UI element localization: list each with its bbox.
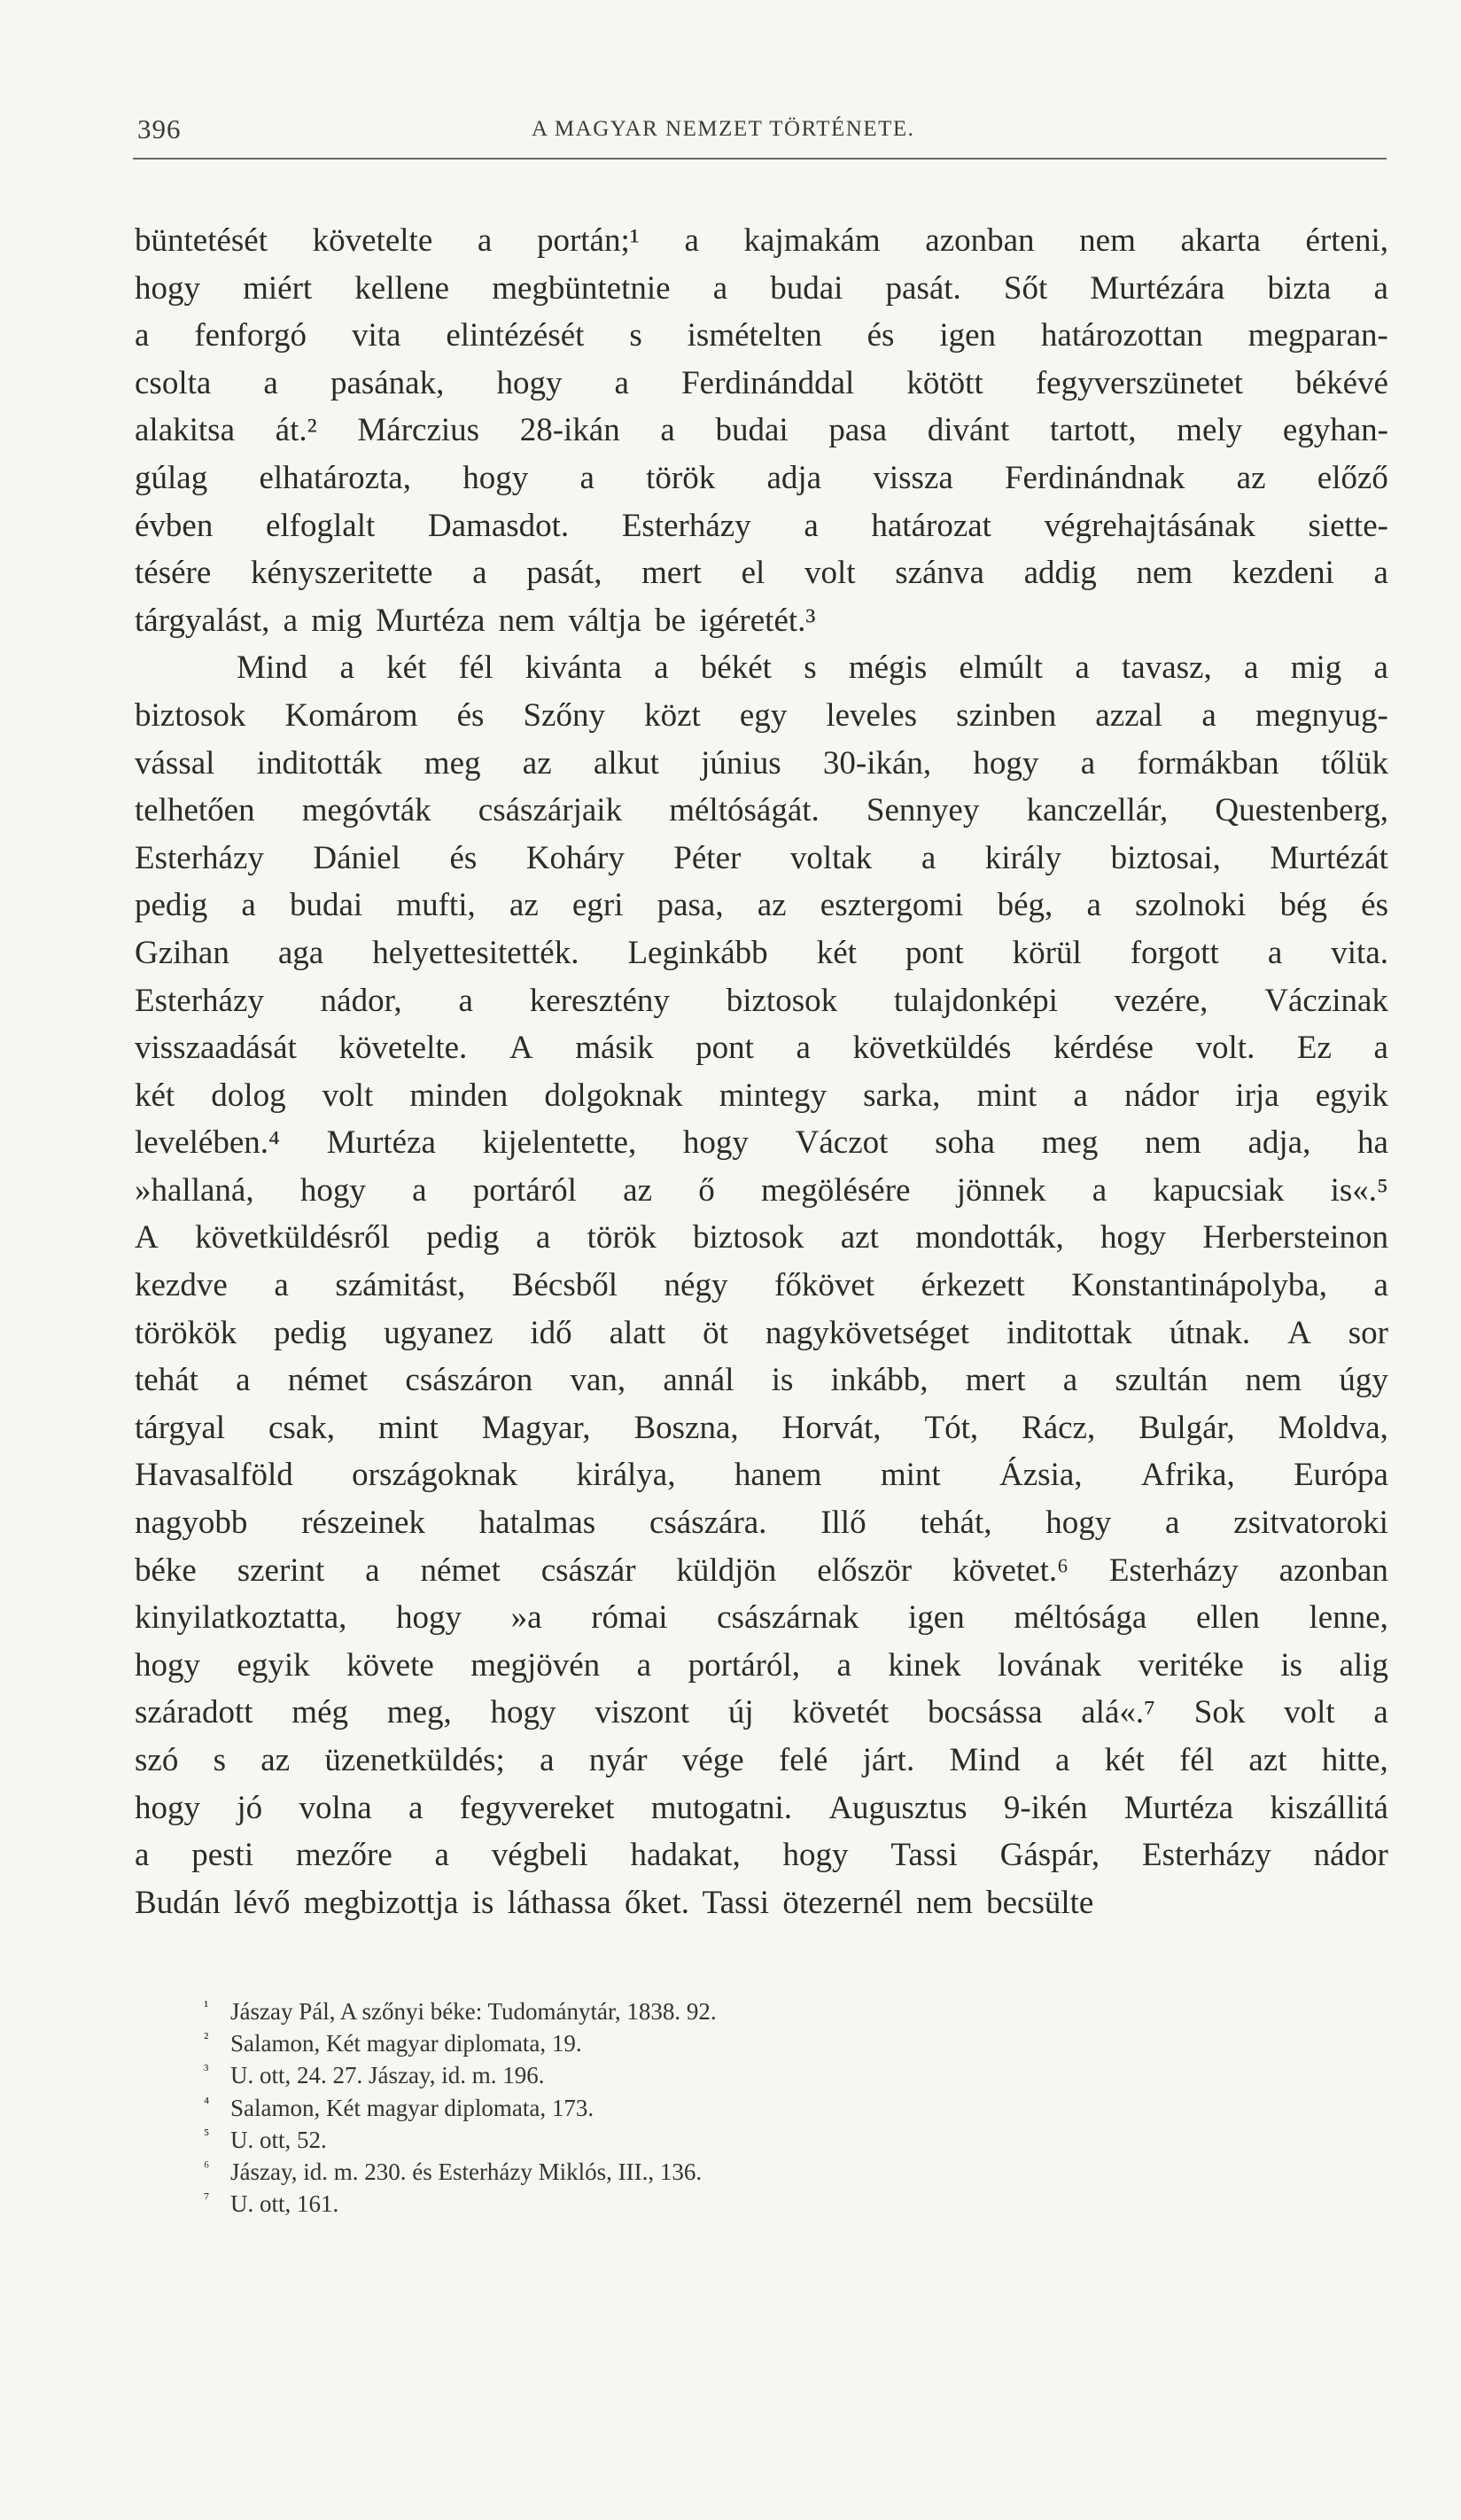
text-line: vással inditották meg az alkut június 30-ikán, hogy a formákban tőlük	[135, 744, 1388, 782]
footnote-text: U. ott, 52.	[230, 2126, 327, 2153]
text-line: tehát a német császáron van, annál is inkább, mert a szultán nem úgy	[135, 1362, 1388, 1399]
footnote	[204, 2022, 1116, 2057]
text-line: béke szerint a német császár küldjön először követet.⁶ Esterházy azonban	[135, 1552, 1388, 1589]
footnote-mark: ¹	[204, 1997, 209, 2015]
text-line: évben elfoglalt Damasdot. Esterházy a határozat végrehajtásának siette-	[135, 507, 1388, 544]
footnote-text: Jászay, id. m. 230. és Esterházy Miklós, III., 136.	[230, 2158, 703, 2185]
text-line: a pesti mezőre a végbeli hadakat, hogy Tassi Gáspár, Esterházy nádor	[135, 1837, 1388, 1874]
footnote	[204, 1990, 1116, 2025]
running-title: A MAGYAR NEMZET TÖRTÉNETE.	[532, 117, 915, 141]
text-line: telhetően megóvták császárjaik méltóságát. Sennyey kanczellár, Questenberg,	[135, 792, 1388, 829]
text-line: csolta a pasának, hogy a Ferdinánddal kötött fegyverszünetet békévé	[135, 364, 1388, 401]
header-rule	[133, 158, 1387, 159]
text-line: Budán lévő megbizottja is láthassa őket. Tassi ötezernél nem becsülte	[135, 1884, 1094, 1921]
text-line: alakitsa át.² Márczius 28-ikán a budai pasa divánt tartott, mely egyhan-	[135, 412, 1388, 449]
text-line: visszaadását követelte. A másik pont a követküldés kérdése volt. Ez a	[135, 1030, 1388, 1067]
text-line: tárgyalást, a mig Murtéza nem váltja be igéretét.³	[135, 602, 816, 639]
text-line: pedig a budai mufti, az egri pasa, az esztergomi bég, a szolnoki bég és	[135, 887, 1388, 924]
text-line: levelében.⁴ Murtéza kijelentette, hogy Váczot soha meg nem adja, ha	[135, 1124, 1388, 1162]
footnote-mark: ⁷	[204, 2189, 210, 2208]
text-line: a fenforgó vita elintézését s ismételten és igen határozottan megparan-	[135, 317, 1388, 354]
text-line: száradott még meg, hogy viszont új követét bocsássa alá«.⁷ Sok volt a	[135, 1694, 1388, 1731]
text-line: Esterházy Dániel és Koháry Péter voltak a király biztosai, Murtézát	[135, 839, 1388, 876]
text-line: hogy egyik követe megjövén a portáról, a kinek lovának veritéke is alig	[135, 1646, 1388, 1684]
text-line: »hallaná, hogy a portáról az ő megölésére jönnek a kapucsiak is«.⁵	[135, 1171, 1388, 1209]
text-line: szó s az üzenetküldés; a nyár vége felé járt. Mind a két fél azt hitte,	[135, 1742, 1388, 1778]
footnote-text: Salamon, Két magyar diplomata, 19.	[230, 2030, 582, 2057]
text-line: kinyilatkoztatta, hogy »a római császárnak igen méltósága ellen lenne,	[135, 1599, 1388, 1637]
footnote-text: U. ott, 24. 27. Jászay, id. m. 196.	[230, 2062, 545, 2089]
text-line: tárgyal csak, mint Magyar, Boszna, Horvát, Tót, Rácz, Bulgár, Moldva,	[135, 1409, 1388, 1446]
page-number: 396	[137, 113, 182, 144]
text-line: tésére kényszeritette a pasát, mert el volt szánva addig nem kezdeni a	[135, 555, 1388, 592]
footnote	[204, 2054, 1116, 2089]
footnote-text: Jászay Pál, A szőnyi béke: Tudománytár, 1838. 92.	[230, 1998, 717, 2025]
text-line: Mind a két fél kivánta a békét s mégis elmúlt a tavasz, a mig a	[237, 649, 1388, 687]
footnote-text: Salamon, Két magyar diplomata, 173.	[230, 2094, 595, 2121]
footnote	[204, 2087, 1116, 2121]
text-line: Gzihan aga helyettesitették. Leginkább két pont körül forgott a vita.	[135, 934, 1388, 971]
text-line: gúlag elhatározta, hogy a török adja vissza Ferdinándnak az előző	[135, 459, 1388, 496]
footnote	[204, 2182, 1116, 2218]
text-line: büntetését követelte a portán;¹ a kajmakám azonban nem akarta érteni,	[135, 222, 1388, 259]
footnote-mark: ³	[204, 2061, 209, 2080]
footnote-text: U. ott, 161.	[230, 2190, 339, 2218]
text-line: nagyobb részeinek hatalmas császára. Illő tehát, hogy a zsitvatoroki	[135, 1505, 1388, 1542]
body-text	[135, 217, 1388, 1926]
footnote-mark: ⁶	[204, 2157, 210, 2175]
text-line: biztosok Komárom és Szőny közt egy leveles szinben azzal a megnyug-	[135, 696, 1388, 734]
text-line: Esterházy nádor, a keresztény biztosok tulajdonképi vezére, Váczinak	[135, 982, 1388, 1019]
footnote-mark: ²	[204, 2029, 209, 2048]
text-line: kezdve a számitást, Bécsből négy főkövet érkezett Konstantinápolyba, a	[135, 1267, 1388, 1304]
text-line: hogy jó volna a fegyvereket mutogatni. Augusztus 9-ikén Murtéza kiszállitá	[135, 1789, 1388, 1826]
footnote-mark: ⁵	[204, 2125, 210, 2143]
text-line: két dolog volt minden dolgoknak mintegy sarka, mint a nádor irja egyik	[135, 1077, 1388, 1114]
footnote	[204, 2119, 1116, 2153]
footnote	[204, 2151, 1116, 2185]
text-line: törökök pedig ugyanez idő alatt öt nagykövetséget inditottak útnak. A sor	[135, 1314, 1388, 1351]
text-line: hogy miért kellene megbüntetnie a budai pasát. Sőt Murtézára bizta a	[135, 269, 1388, 307]
footnote-mark: ⁴	[204, 2093, 210, 2112]
footnotes	[204, 1990, 1116, 2218]
running-head	[133, 113, 1387, 158]
text-line: A követküldésről pedig a török biztosok azt mondották, hogy Herbersteinon	[135, 1219, 1388, 1256]
text-line: Havasalföld országoknak királya, hanem mint Ázsia, Afrika, Európa	[135, 1457, 1388, 1494]
